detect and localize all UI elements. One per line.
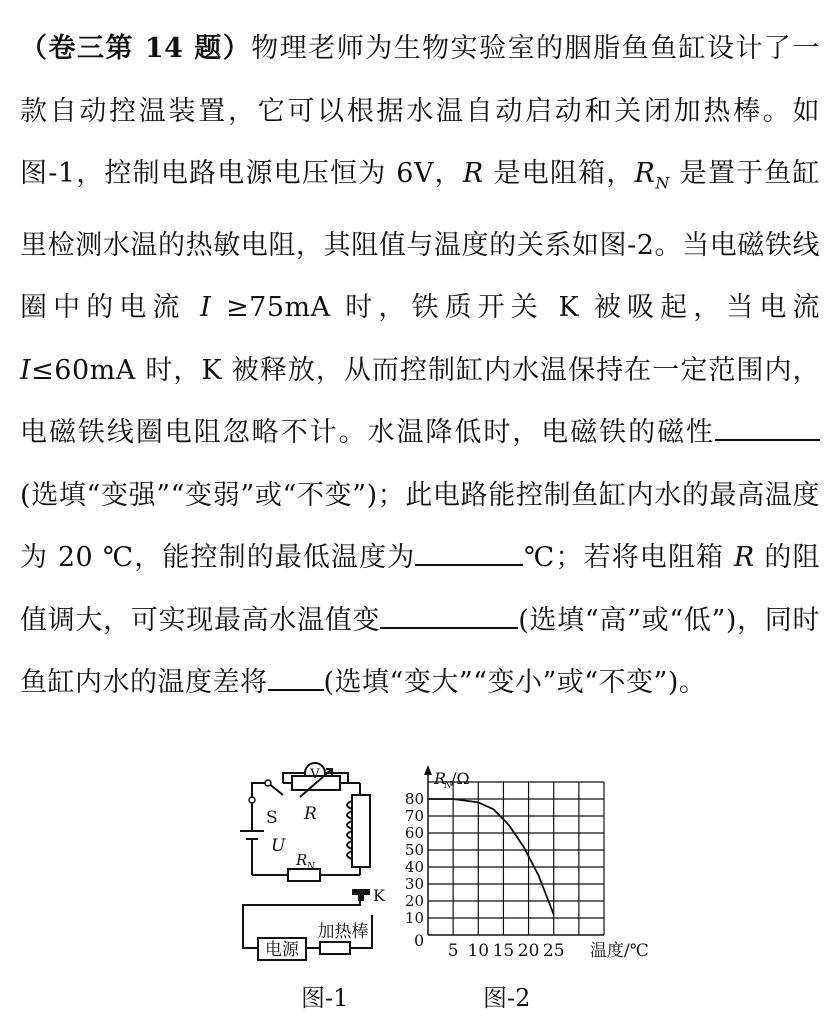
x-tick-label: 5 <box>447 941 459 961</box>
text-segment: 物理老师为生物实验室的胭脂鱼鱼缸设计了一款自动控温装置，它可以根据水温自动启动和关闭加热棒。如图-1，控制电路电源电压恒为 6V， <box>20 33 821 189</box>
problem-paragraph <box>20 18 820 715</box>
answer-blank-2[interactable] <box>415 540 523 566</box>
y-tick-label: 40 <box>404 858 424 876</box>
x-tick-label: 15 <box>492 941 515 961</box>
y-tick-label: 10 <box>404 909 424 927</box>
y-axis-label-sub: N <box>444 781 452 791</box>
var-R: R <box>462 158 484 189</box>
power-box-label: 电源 <box>265 940 299 960</box>
switch-label: S <box>266 808 278 828</box>
figures <box>0 755 836 1025</box>
var-I: I <box>200 292 212 324</box>
x-axis-label: 温度/℃ <box>590 941 649 961</box>
text-segment: ≤60mA 时，K 被释放，从而控制缸内水温保持在一定范围内，电磁铁线圈电阻忽略不计。水温降低时，电磁铁的磁性 <box>20 354 820 449</box>
text-segment: (选填“高”或“低”)，同时鱼缸内水的温度差将 <box>20 604 821 699</box>
x-tick-label: 20 <box>517 941 540 961</box>
voltmeter-label: V <box>310 767 320 782</box>
text-segment: ℃；若将电阻箱 <box>523 542 734 574</box>
var-RN-sub: N <box>655 173 670 193</box>
contact-k-label: K <box>373 886 385 905</box>
y-tick-label: 50 <box>404 841 424 859</box>
text-segment: (选填“变大”“变小”或“不变”)。 <box>323 667 707 699</box>
text-segment: 是电阻箱， <box>483 158 635 189</box>
heater-label: 加热棒 <box>317 922 369 942</box>
text-segment: 是置于鱼缸里检测水温的热敏电阻，其阻值与温度的关系如图-2。当电磁铁线圈中的电流 <box>20 158 820 324</box>
x-tick-label: 25 <box>542 941 565 961</box>
y-axis-unit: /Ω <box>451 769 470 788</box>
text-segment: (选填“变强”“变弱”或“不变”)；此电路能控制鱼缸内水的最高温度为 20 ℃，能控制的最低温度为 <box>20 479 820 574</box>
answer-blank-4[interactable] <box>268 665 324 691</box>
answer-blank-1[interactable] <box>715 415 820 441</box>
resistor-box-label: R <box>304 804 317 824</box>
thermistor-sub: N <box>307 862 315 872</box>
var-R: R <box>733 542 755 574</box>
source-u-label: U <box>271 836 286 856</box>
text-segment: ≥75mA 时，铁质开关 K 被吸起，当电流 <box>211 292 820 324</box>
thermistor-label: R <box>296 851 308 869</box>
var-RN: R <box>634 158 656 189</box>
origin-label: 0 <box>414 931 425 950</box>
x-tick-label: 10 <box>467 941 490 961</box>
figure1-caption: 图-1 <box>301 984 349 1012</box>
y-tick-label: 60 <box>404 824 424 842</box>
y-tick-label: 80 <box>404 790 424 808</box>
circuit-diagram <box>0 755 836 970</box>
y-tick-label: 30 <box>404 875 424 893</box>
figure2-caption: 图-2 <box>483 984 531 1012</box>
y-tick-label: 20 <box>404 892 424 910</box>
var-I: I <box>20 354 32 386</box>
rn-temperature-chart <box>405 765 649 961</box>
contact-k <box>352 889 370 895</box>
problem-text <box>20 18 820 715</box>
text-segment: 的阻值调大，可实现最高水温值变 <box>20 542 820 636</box>
y-tick-label: 70 <box>404 807 424 825</box>
answer-blank-3[interactable] <box>380 603 518 629</box>
y-axis-label: R <box>434 769 447 788</box>
problem-source: （卷三第 14 题） <box>20 33 252 64</box>
